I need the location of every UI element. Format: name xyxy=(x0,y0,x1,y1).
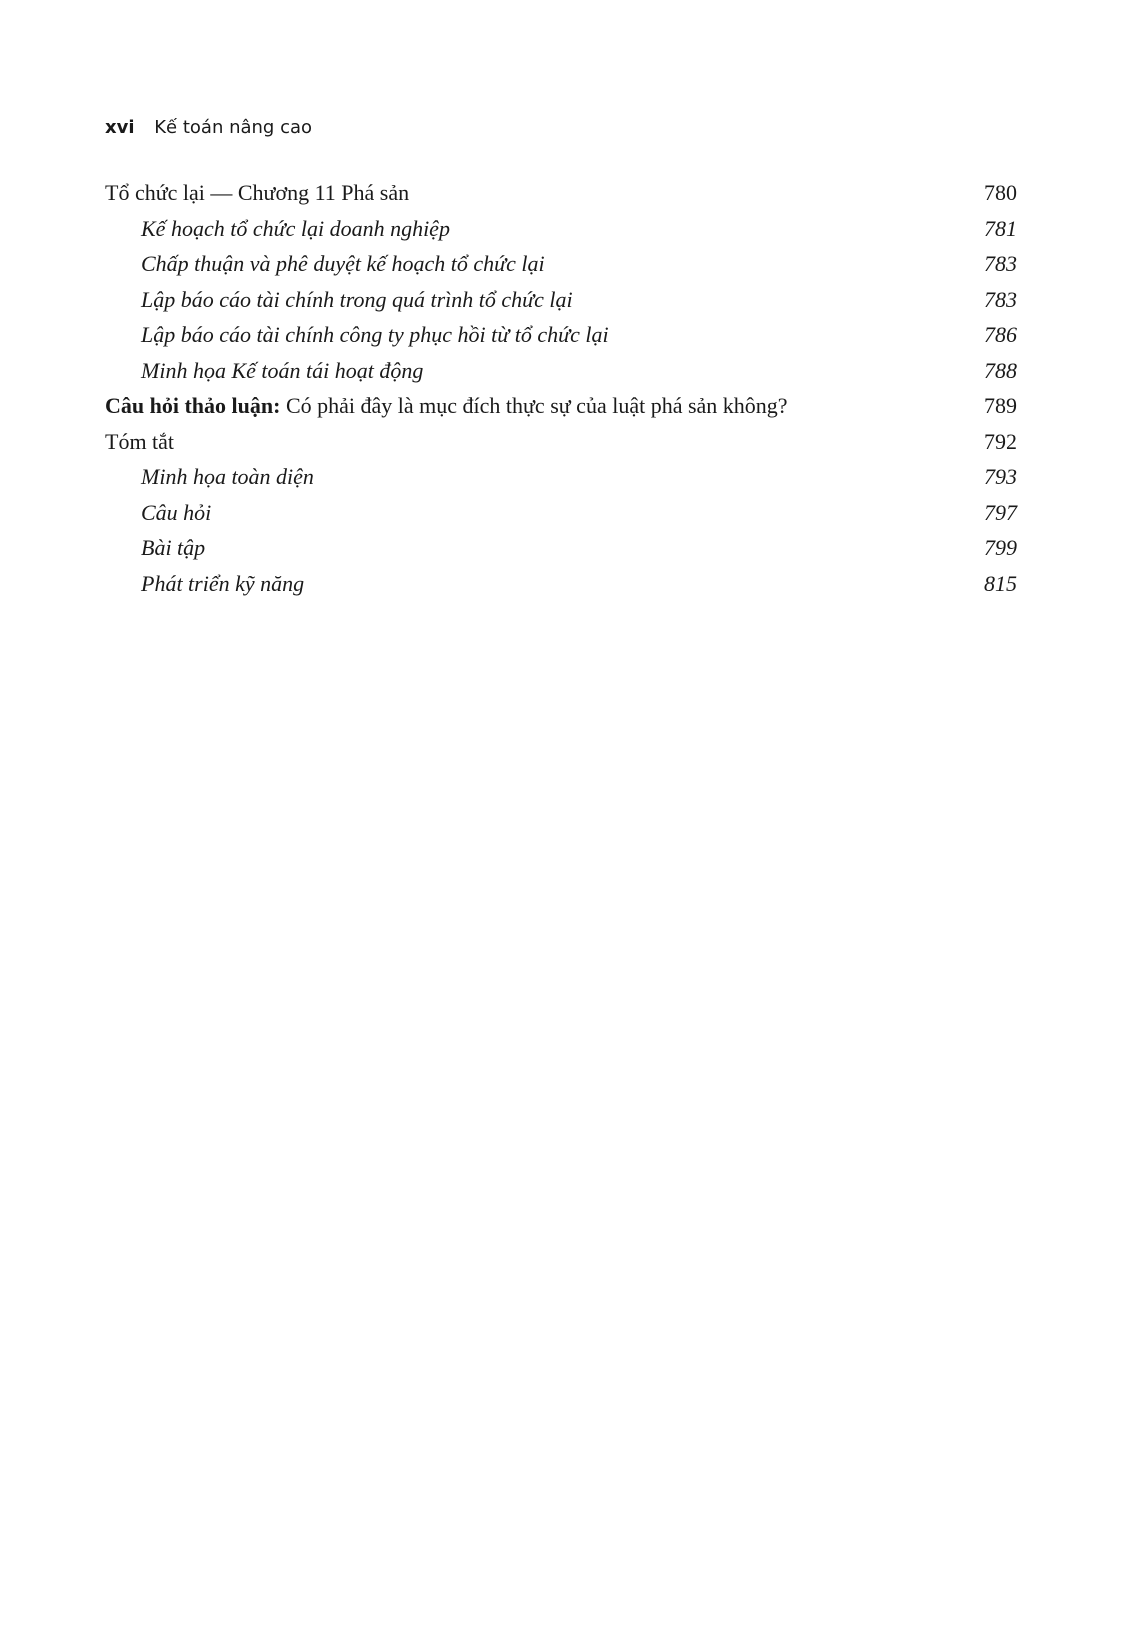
toc-entry-plan-approval xyxy=(105,246,1017,282)
toc-entry-page: 780 xyxy=(984,180,1017,205)
running-header xyxy=(105,116,312,140)
toc-entry-page: 786 xyxy=(984,322,1017,347)
toc-entry-page: 799 xyxy=(984,535,1017,560)
toc-entry-page: 797 xyxy=(984,499,1017,525)
toc-entry-exercises xyxy=(105,530,1017,566)
toc-entry-skill-development xyxy=(105,566,1017,602)
toc-entry-page: 788 xyxy=(984,357,1017,383)
toc-entry-page: 783 xyxy=(984,286,1017,312)
toc-entry-title: Phát triển kỹ năng xyxy=(141,570,305,596)
toc-entry-title: Lập báo cáo tài chính trong quá trình tổ chức lại xyxy=(141,286,573,312)
toc-entry-title: Kế hoạch tổ chức lại doanh nghiệp xyxy=(141,215,450,241)
toc-entry-fresh-start-illustration xyxy=(105,353,1017,389)
toc-entry-reorganization-plan xyxy=(105,211,1017,247)
toc-entry-page: 815 xyxy=(984,570,1017,596)
toc-entry-page: 793 xyxy=(984,464,1017,489)
toc-entry-comprehensive-illustration xyxy=(105,459,1017,495)
toc-entry-reorganization xyxy=(105,175,1017,211)
toc-entry-page: 781 xyxy=(984,215,1017,241)
toc-entry-discussion-question xyxy=(105,388,1017,424)
page-folio: xvi xyxy=(105,117,135,138)
table-of-contents xyxy=(105,175,1017,601)
toc-entry-page: 789 xyxy=(984,393,1017,418)
toc-entry-page: 783 xyxy=(984,251,1017,276)
toc-entry-title: Minh họa toàn diện xyxy=(141,464,314,489)
book-title: Kế toán nâng cao xyxy=(154,117,313,138)
toc-entry-title: Lập báo cáo tài chính công ty phục hồi từ tổ chức lại xyxy=(141,322,609,347)
toc-entry-title: Minh họa Kế toán tái hoạt động xyxy=(141,357,424,383)
toc-entry-lead: Câu hỏi thảo luận: xyxy=(105,393,281,418)
toc-entry-reporting-during-reorganization xyxy=(105,282,1017,318)
toc-entry-title: Tổ chức lại — Chương 11 Phá sản xyxy=(105,180,410,205)
toc-entry-title: Tóm tắt xyxy=(105,428,175,454)
toc-entry-title: Câu hỏi xyxy=(141,499,212,525)
toc-entry-title: Có phải đây là mục đích thực sự của luật phá sản không? xyxy=(280,393,788,418)
toc-entry-reporting-after-reorganization xyxy=(105,317,1017,353)
toc-entry-summary xyxy=(105,424,1017,460)
toc-entry-title: Chấp thuận và phê duyệt kế hoạch tổ chức lại xyxy=(141,251,545,276)
toc-entry-title: Bài tập xyxy=(141,535,206,560)
toc-entry-questions xyxy=(105,495,1017,531)
toc-entry-page: 792 xyxy=(984,428,1017,454)
toc-entry-title-group xyxy=(105,388,788,424)
